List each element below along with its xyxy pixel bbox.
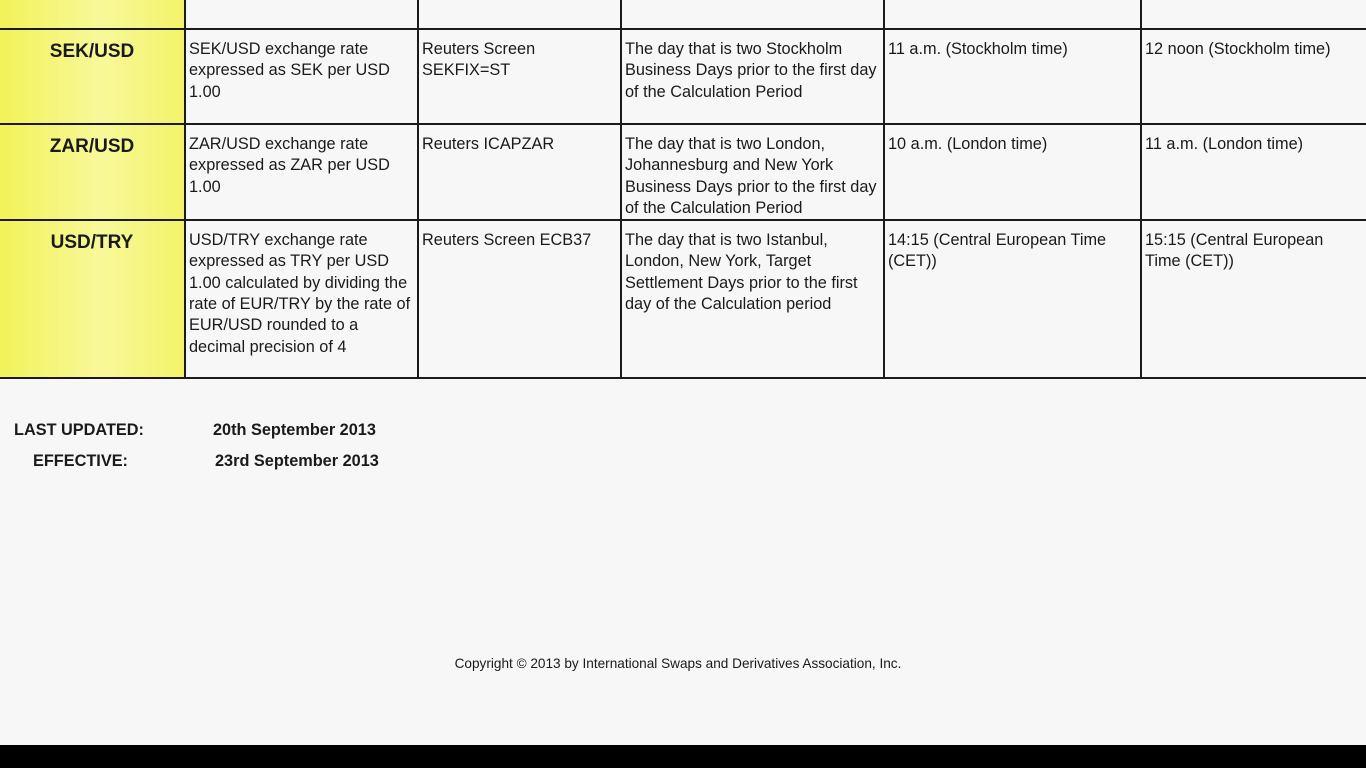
fallback-time-cell: 12 noon (Stockholm time) xyxy=(1141,29,1366,124)
time-cell: 10 a.m. (London time) xyxy=(884,124,1141,220)
fx-rates-table xyxy=(0,0,1366,379)
pair-cell: USD/TRY xyxy=(0,220,185,378)
table-row xyxy=(0,29,1366,124)
table-cell xyxy=(884,0,1141,29)
date-cell: The day that is two Stockholm Business Days prior to the first day of the Calculation Period xyxy=(621,29,884,124)
time-cell: 11 a.m. (Stockholm time) xyxy=(884,29,1141,124)
bottom-bar xyxy=(0,745,1366,768)
description-cell: SEK/USD exchange rate expressed as SEK per USD 1.00 xyxy=(185,29,418,124)
description-cell: ZAR/USD exchange rate expressed as ZAR per USD 1.00 xyxy=(185,124,418,220)
copyright-notice: Copyright © 2013 by International Swaps and Derivatives Association, Inc. xyxy=(454,656,902,671)
time-cell: 14:15 (Central European Time (CET)) xyxy=(884,220,1141,378)
source-cell: Reuters Screen ECB37 xyxy=(418,220,621,378)
table-row xyxy=(0,124,1366,220)
table-cell xyxy=(418,0,621,29)
last-updated-value: 20th September 2013 xyxy=(213,421,376,439)
pair-cell: SEK/USD xyxy=(0,29,185,124)
description-cell: USD/TRY exchange rate expressed as TRY per USD 1.00 calculated by dividing the rate of EUR/TRY by the rate of EUR/USD rounded to a decimal precision of 4 xyxy=(185,220,418,378)
fallback-time-cell: 15:15 (Central European Time (CET)) xyxy=(1141,220,1366,378)
date-cell: The day that is two Istanbul, London, New York, Target Settlement Days prior to the first day of the Calculation period xyxy=(621,220,884,378)
table-row xyxy=(0,220,1366,378)
effective-value: 23rd September 2013 xyxy=(215,452,379,470)
table-row-partial xyxy=(0,0,1366,29)
table-cell xyxy=(1141,0,1366,29)
effective-label: EFFECTIVE: xyxy=(33,452,128,470)
table-cell xyxy=(621,0,884,29)
pair-cell: ZAR/USD xyxy=(0,124,185,220)
table-cell xyxy=(185,0,418,29)
date-cell: The day that is two London, Johannesburg and New York Business Days prior to the first day of the Calculation Period xyxy=(621,124,884,220)
last-updated-label: LAST UPDATED: xyxy=(14,421,144,439)
source-cell: Reuters ICAPZAR xyxy=(418,124,621,220)
source-cell: Reuters Screen SEKFIX=ST xyxy=(418,29,621,124)
fallback-time-cell: 11 a.m. (London time) xyxy=(1141,124,1366,220)
pair-cell xyxy=(0,0,185,29)
